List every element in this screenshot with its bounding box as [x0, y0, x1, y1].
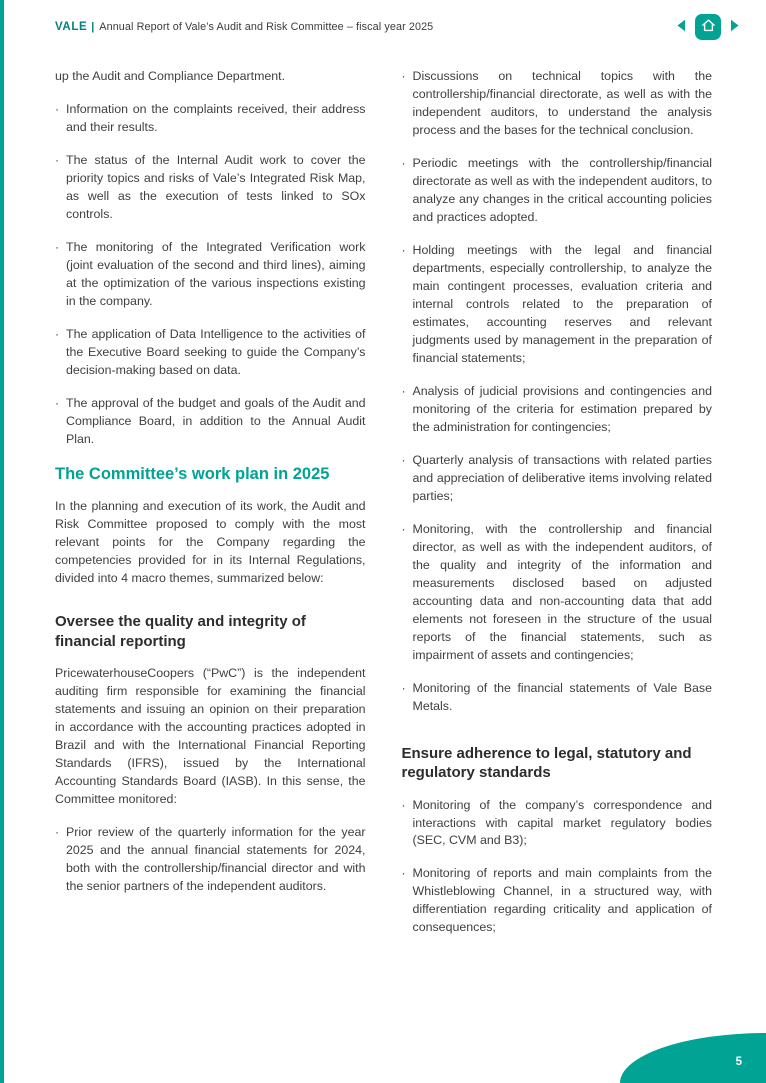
- pwc-paragraph: PricewaterhouseCoopers (“PwC”) is the independent auditing firm responsible for examining the financial statements and issuing an opinion on their preparation in accordance with the accounting practices adopted in Brazil and with the International Financial Reporting Standards (IFRS), issued by the International Accounting Standards Board (IASB). In this sense, the Committee monitored:: [55, 666, 366, 807]
- list-item: [402, 452, 713, 506]
- bullet-text: Prior review of the quarterly information for the year 2025 and the annual financial statements for 2024, both with the controllership/financial director and with the senior partners of the independent auditors.: [66, 825, 366, 894]
- list-item: [55, 326, 366, 380]
- list-item: [402, 383, 713, 437]
- next-page-button[interactable]: [730, 19, 740, 35]
- continuation-paragraph: up the Audit and Compliance Department.: [55, 69, 286, 83]
- list-item: [402, 865, 713, 937]
- bullet-text: The approval of the budget and goals of the Audit and Compliance Board, in addition to the Annual Audit Plan.: [66, 395, 366, 446]
- bullet-text: Discussions on technical topics with the controllership/financial directorate, as well as with the independent auditors, to understand the analysis process and the bases for the technical conclusion.: [412, 69, 712, 137]
- left-accent-bar: [0, 0, 4, 1083]
- bullet-text: The status of the Internal Audit work to cover the priority topics and risks of Vale’s Integrated Risk Map, as well as the execution of tests linked to SOx controls.: [66, 152, 366, 221]
- list-item: [402, 155, 713, 227]
- subheading-legal-standards: Ensure adherence to legal, statutory and regulatory standards: [401, 744, 692, 782]
- home-button[interactable]: [695, 14, 721, 40]
- page-corner-shape: [620, 1033, 766, 1083]
- arrow-right-icon: [730, 19, 740, 35]
- header-nav: [676, 14, 740, 40]
- list-item: [55, 824, 366, 896]
- left-column: [55, 68, 366, 952]
- content-columns: [0, 48, 766, 952]
- arrow-left-icon: [676, 19, 686, 35]
- list-item: [402, 242, 713, 368]
- header-title: Annual Report of Vale’s Audit and Risk Committee – fiscal year 2025: [99, 21, 434, 33]
- vale-logo-text: VALE: [55, 21, 88, 33]
- right-bullet-list-2: [402, 797, 713, 938]
- section-intro-paragraph: In the planning and execution of its work, the Audit and Risk Committee proposed to comply with the most relevant points for the Company regarding the competencies provided for in its Internal Regulations, divided into 4 macro themes, summarized below:: [55, 499, 366, 586]
- brand-separator: |: [91, 21, 95, 33]
- right-column: [402, 68, 713, 952]
- list-item: [402, 680, 713, 716]
- bullet-text: Periodic meetings with the controllership/financial directorate as well as with the independent auditors, to analyze any changes in the critical accounting policies and practices adopted.: [412, 155, 712, 224]
- bullet-text: Information on the complaints received, their address and their results.: [66, 101, 366, 134]
- section-heading-work-plan: The Committee’s work plan in 2025: [55, 464, 330, 483]
- bullet-text: The application of Data Intelligence to the activities of the Executive Board seeking to guide the Company’s decision-making based on data.: [66, 326, 366, 377]
- subheading-financial-reporting: Oversee the quality and integrity of financial reporting: [55, 613, 306, 650]
- bullet-text: Monitoring of the company’s correspondence and interactions with capital market regulatory bodies (SEC, CVM and B3);: [412, 797, 712, 848]
- list-item: [55, 152, 366, 224]
- page-header: [0, 0, 766, 48]
- prev-page-button[interactable]: [676, 19, 686, 35]
- home-icon: [700, 17, 717, 37]
- bullet-text: Quarterly analysis of transactions with related parties and appreciation of deliberative items involving related parties;: [412, 452, 712, 503]
- bullet-text: Monitoring of the financial statements of Vale Base Metals.: [412, 680, 712, 713]
- bullet-text: Analysis of judicial provisions and contingencies and monitoring of the criteria for estimation prepared by the administration for contingencies;: [412, 383, 712, 434]
- list-item: [55, 101, 366, 137]
- list-item: [402, 521, 713, 665]
- bullet-text: Holding meetings with the legal and financial departments, especially controllership, to analyze the main contingent processes, evaluation criteria and internal controls related to the preparation of estimates, accounting reserves and relevant judgments used by management in the preparation of financial statements;: [412, 242, 712, 365]
- right-bullet-list-1: [402, 68, 713, 716]
- list-item: [402, 68, 713, 140]
- left-bullet-list-2: [55, 824, 366, 896]
- list-item: [55, 395, 366, 449]
- header-brand-line: [55, 21, 433, 33]
- bullet-text: The monitoring of the Integrated Verification work (joint evaluation of the second and third lines), aiming at the optimization of the various inspections existing in the company.: [66, 239, 366, 308]
- bullet-text: Monitoring of reports and main complaints from the Whistleblowing Channel, in a structured way, with differentiation regarding criticality and application of consequences;: [412, 866, 712, 935]
- list-item: [55, 239, 366, 311]
- bullet-text: Monitoring, with the controllership and financial director, as well as with the independent auditors, of the quality and integrity of the information and measurements disclosed based on adjusted accounting data and non-accounting data that add elements not foreseen in the structure of the usual reports of the financial statements, such as impairment of assets and contingencies;: [412, 521, 712, 662]
- left-bullet-list-1: [55, 101, 366, 449]
- list-item: [402, 797, 713, 851]
- page-number: 5: [735, 1056, 742, 1068]
